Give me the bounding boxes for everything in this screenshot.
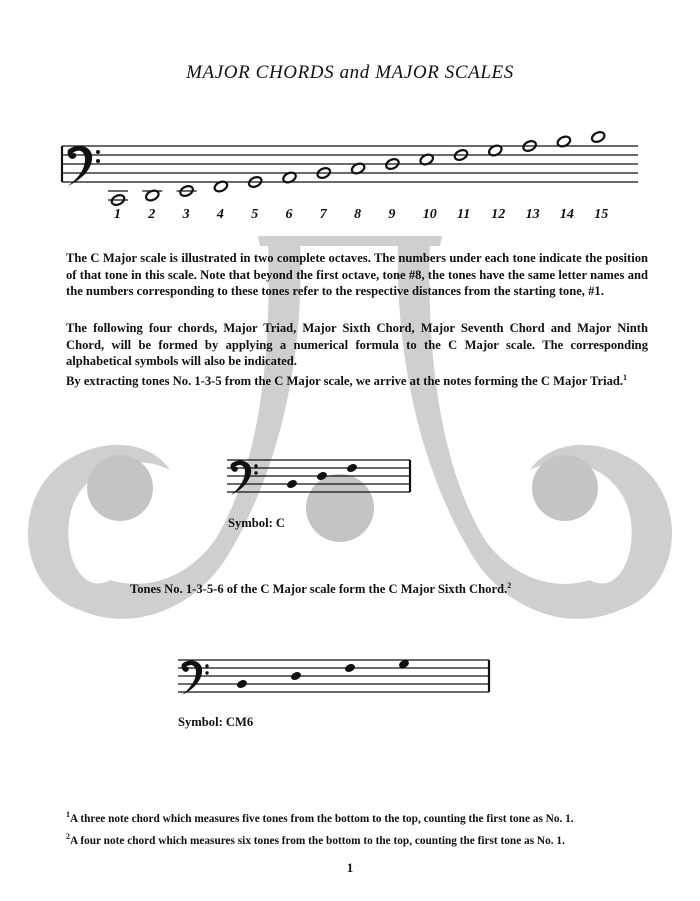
scale-tone-number: 13 (525, 207, 540, 222)
scale-tone-number: 12 (491, 207, 506, 222)
title-second: MAJOR SCALES (375, 62, 514, 83)
title-and: and (339, 62, 370, 83)
scale-tone-number: 14 (559, 207, 574, 222)
sixth-chord-caption (130, 582, 511, 597)
note-head (290, 671, 302, 682)
title-main: MAJOR CHORDS (186, 62, 335, 83)
footnote-mark-1: 1 (66, 810, 70, 820)
footnote-1 (66, 812, 666, 826)
note-head (316, 471, 328, 482)
scale-tone-number: 8 (354, 207, 362, 222)
bass-clef-icon (68, 146, 100, 186)
scale-tone-number: 1 (114, 207, 121, 222)
scale-tone-number: 3 (182, 207, 190, 222)
footnotes (66, 812, 666, 856)
footnote-1-text: A three note chord which measures five tones from the bottom to the top, counting the first tone as No. 1. (70, 813, 574, 825)
scale-staff (60, 128, 640, 228)
note-head (590, 130, 606, 144)
scale-tone-number: 9 (388, 207, 396, 222)
paragraph-triad-intro (66, 373, 648, 390)
scale-tone-number: 4 (216, 207, 224, 222)
bass-clef-icon (231, 461, 258, 495)
scale-tone-number: 10 (422, 207, 437, 222)
scale-tone-number: 6 (285, 207, 293, 222)
page-number: 1 (346, 860, 354, 875)
note-head (236, 679, 248, 690)
scale-tone-number: 2 (148, 207, 156, 222)
bass-clef-icon (182, 661, 209, 695)
scale-tone-number: 15 (594, 207, 609, 222)
scale-tone-number: 11 (457, 207, 471, 222)
note-head (346, 463, 358, 474)
paragraph-triad-text: By extracting tones No. 1-3-5 from the C Major scale, we arrive at the notes forming the C Major Triad. (66, 374, 624, 388)
page-title (0, 62, 700, 84)
paragraph-chord-formula: The following four chords, Major Triad, Major Sixth Chord, Major Seventh Chord and Major Ninth Chord, will be formed by applying a numerical formula to the C Major scale. The corresponding alphabetical symbols will also be indicated. (66, 321, 648, 369)
triad-staff (225, 455, 415, 500)
note-head (344, 663, 356, 674)
triad-symbol-label: Symbol: C (228, 516, 286, 530)
scale-tone-number: 7 (319, 207, 327, 222)
note-head (286, 479, 298, 490)
footnote-2 (66, 834, 666, 848)
footnote-ref-2: 2 (507, 580, 512, 590)
sixth-chord-staff (176, 655, 494, 700)
footnote-ref-1: 1 (623, 372, 628, 382)
paragraph-scale-description: The C Major scale is illustrated in two complete octaves. The numbers under each tone indicate the position of that tone in this scale. Note that beyond the first octave, tone #8, the tones have the same letter names and the numbers corresponding to these tones refer to the respective distances from the starting tone, #1. (66, 251, 648, 299)
footnote-2-text: A four note chord which measures six tones from the bottom to the top, counting the first tone as No. 1. (70, 835, 565, 847)
footnote-mark-2: 2 (66, 832, 70, 842)
sixth-chord-caption-text: Tones No. 1-3-5-6 of the C Major scale form the C Major Sixth Chord. (130, 582, 508, 596)
sixth-symbol-label: Symbol: CM6 (178, 715, 254, 729)
scale-tone-number: 5 (251, 207, 259, 222)
